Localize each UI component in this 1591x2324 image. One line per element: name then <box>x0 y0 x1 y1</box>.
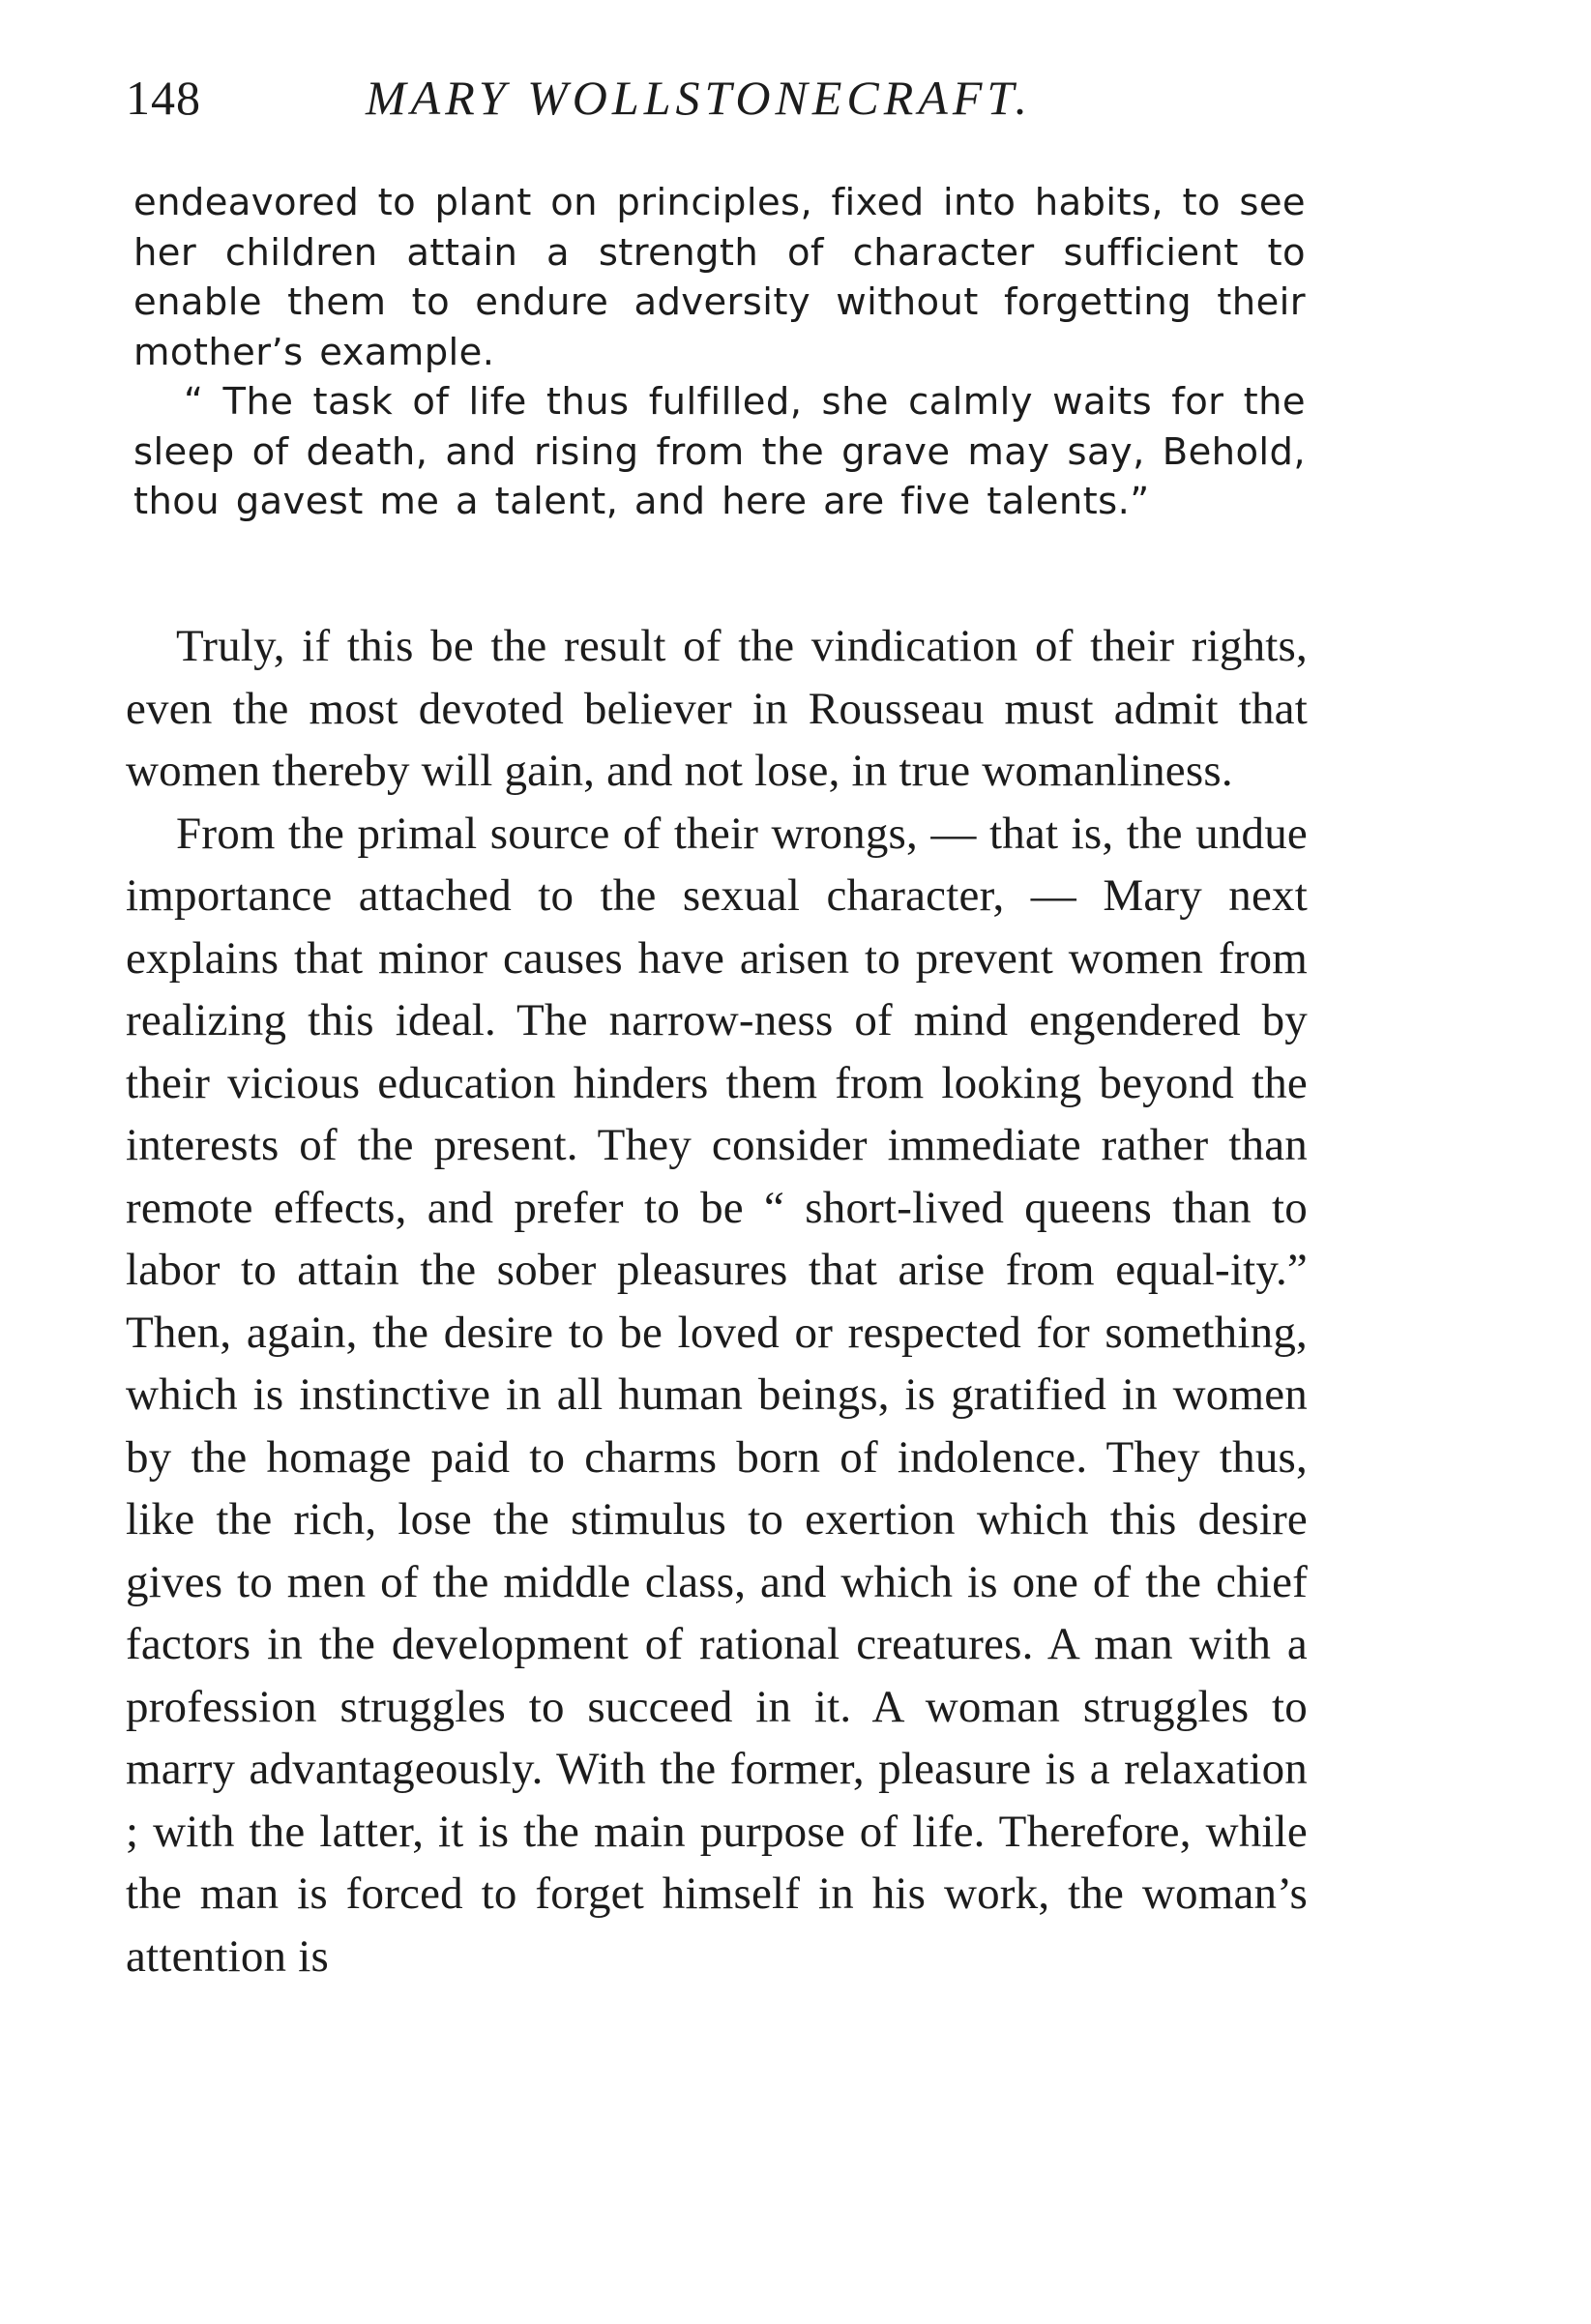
body-paragraph-2: From the primal source of their wrongs, — that is, the undue importance attached to the sexual character, — Mary next explains that minor causes have arisen to prevent women from realizing this ideal. The narrow-ness of mind engendered by their vicious education hinders them from looking beyond the interests of the present. They consider immediate rather than remote effects, and prefer to be “ short-lived queens than to labor to attain the sober pleasures that arise from equal-ity.” Then, again, the desire to be loved or respected for something, which is instinctive in all human beings, is gratified in women by the homage paid to charms born of indolence. They thus, like the rich, lose the stimulus to exertion which this desire gives to men of the middle class, and which is one of the chief factors in the development of rational creatures. A man with a profession struggles to succeed in it. A woman struggles to marry advantageously. With the former, pleasure is a relaxation ; with the latter, it is the main purpose of life. Therefore, while the man is forced to forget himself in his work, the woman’s attention is <box>126 808 1308 1982</box>
body-paragraph-1: Truly, if this be the result of the vindication of their rights, even the most devoted believer in Rousseau must admit that women thereby will gain, and not lose, in true womanliness. <box>126 621 1308 796</box>
body-text <box>126 615 1308 1987</box>
running-head <box>126 70 1306 137</box>
quote-paragraph-2: “ The task of life thus fulfilled, she calmly waits for the sleep of death, and rising from the grave may say, Behold, thou gavest me a talent, and here are five talents.” <box>133 380 1306 523</box>
quoted-passage <box>133 178 1306 527</box>
quote-paragraph-1: endeavored to plant on principles, fixed into habits, to see her children attain a strength of character sufficient to enable them to endure adversity without forgetting their mother’s example. <box>133 181 1306 374</box>
running-title: MARY WOLLSTONECRAFT. <box>366 71 1032 125</box>
page-number: 148 <box>126 71 201 125</box>
